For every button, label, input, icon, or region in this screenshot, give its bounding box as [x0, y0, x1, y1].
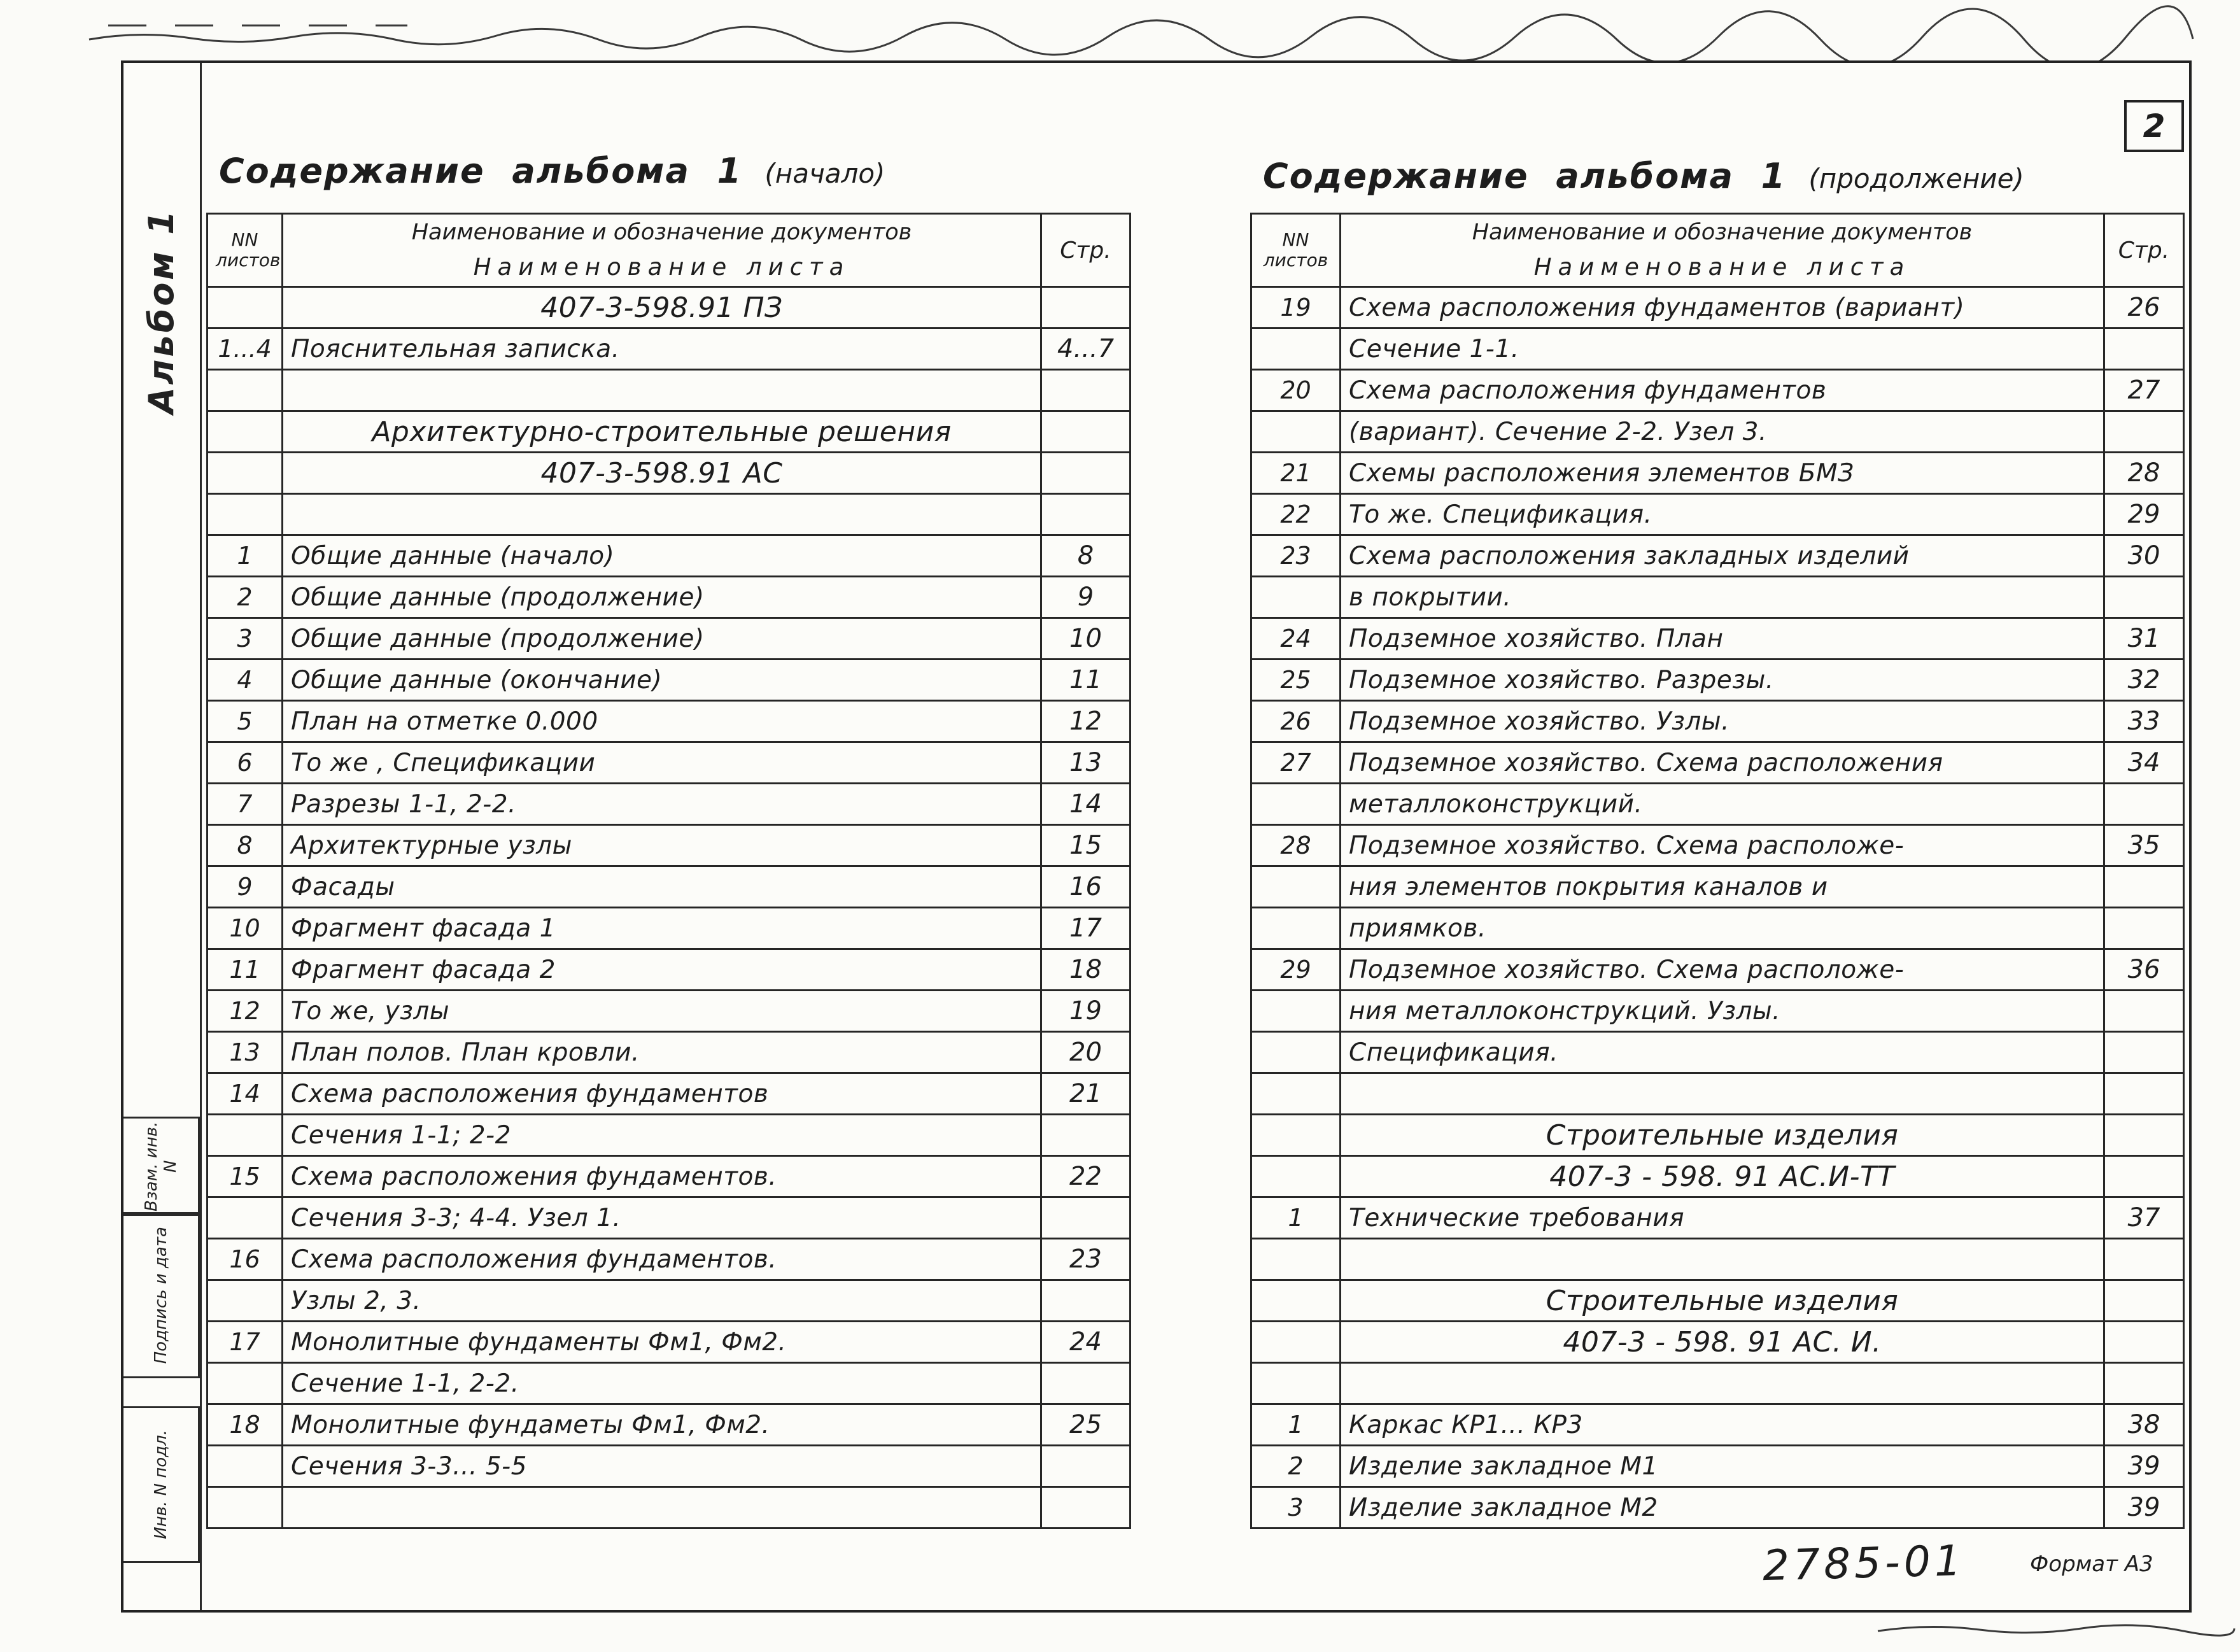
row-title-cell: Разрезы 1-1, 2-2. [283, 784, 1041, 825]
header-line: Наименование листа [473, 253, 850, 281]
row-page-cell [2104, 1073, 2184, 1115]
row-page-cell [1041, 1363, 1131, 1404]
table-row [208, 1032, 1131, 1073]
row-page-cell [2104, 908, 2184, 949]
row-number-cell: 26 [1251, 701, 1341, 742]
row-page-cell: 35 [2104, 825, 2184, 866]
table-row [208, 1487, 1131, 1528]
table-row [208, 411, 1131, 453]
header-line: Наименование листа [1533, 253, 1911, 281]
row-title-cell: Сечения 3-3; 4-4. Узел 1. [283, 1197, 1041, 1239]
table-row [1251, 784, 2184, 825]
header-row [1251, 214, 2184, 287]
table-row [1251, 287, 2184, 328]
row-title-cell: Сечения 3-3... 5-5 [283, 1446, 1041, 1487]
row-number-cell: 2 [1251, 1446, 1341, 1487]
row-number-cell: 27 [1251, 742, 1341, 784]
row-number-cell: 29 [1251, 949, 1341, 991]
row-number-cell [1251, 1115, 1341, 1156]
row-number-cell [1251, 328, 1341, 370]
row-title-cell: То же, узлы [283, 991, 1041, 1032]
row-title-cell: приямков. [1341, 908, 2104, 949]
row-number-cell: 11 [208, 949, 283, 991]
table-row [208, 494, 1131, 535]
col-header-page [1041, 214, 1131, 287]
row-title-cell: Общие данные (продолжение) [283, 618, 1041, 660]
table-row [208, 866, 1131, 908]
row-page-cell [1041, 287, 1131, 328]
col-header-name [1341, 214, 2104, 287]
row-number-cell: 28 [1251, 825, 1341, 866]
table-row [208, 825, 1131, 866]
row-page-cell: 38 [2104, 1404, 2184, 1446]
row-title-cell: Фасады [283, 866, 1041, 908]
row-number-cell [1251, 577, 1341, 618]
table-row [1251, 1239, 2184, 1280]
document-code: 2785-01 [1762, 1536, 1966, 1591]
row-page-cell [2104, 328, 2184, 370]
row-page-cell: 32 [2104, 660, 2184, 701]
row-title-cell: Схема расположения фундаментов. [283, 1239, 1041, 1280]
row-number-cell [1251, 784, 1341, 825]
row-title-cell: Схема расположения закладных изделий [1341, 535, 2104, 577]
row-page-cell: 27 [2104, 370, 2184, 411]
title-text: Содержание альбома 1 [1263, 156, 1787, 196]
table-row [1251, 1363, 2184, 1404]
table-row [1251, 370, 2184, 411]
table-row [208, 701, 1131, 742]
col-header-page [2104, 214, 2184, 287]
row-page-cell: 16 [1041, 866, 1131, 908]
row-page-cell [1041, 1197, 1131, 1239]
table-row [208, 1115, 1131, 1156]
row-number-cell [1251, 1156, 1341, 1197]
row-title-cell: Схема расположения фундаментов [1341, 370, 2104, 411]
table-row [1251, 701, 2184, 742]
row-title-cell: Каркас КР1... КР3 [1341, 1404, 2104, 1446]
table-row [208, 1363, 1131, 1404]
row-number-cell: 13 [208, 1032, 283, 1073]
row-page-cell: 34 [2104, 742, 2184, 784]
row-number-cell: 9 [208, 866, 283, 908]
table-row [208, 453, 1131, 494]
table-row [208, 1322, 1131, 1363]
stamp-box-inv [123, 1406, 200, 1563]
row-title-cell: Архитектурные узлы [283, 825, 1041, 866]
row-title-cell: 407-3-598.91 ПЗ [283, 287, 1041, 328]
row-title-cell: Общие данные (продолжение) [283, 577, 1041, 618]
row-page-cell [2104, 1280, 2184, 1322]
row-page-cell [1041, 453, 1131, 494]
row-number-cell [208, 287, 283, 328]
row-number-cell [1251, 991, 1341, 1032]
table-row [1251, 1280, 2184, 1322]
drawing-frame [121, 60, 2192, 1613]
table-row [1251, 949, 2184, 991]
row-number-cell [208, 453, 283, 494]
table-row [1251, 411, 2184, 453]
row-page-cell: 15 [1041, 825, 1131, 866]
row-title-cell: 407-3 - 598. 91 АС. И. [1341, 1322, 2104, 1363]
row-number-cell: 3 [208, 618, 283, 660]
table-row [208, 618, 1131, 660]
table-row [208, 742, 1131, 784]
row-page-cell: 31 [2104, 618, 2184, 660]
table-row [208, 577, 1131, 618]
row-page-cell [2104, 1322, 2184, 1363]
stamp-box-vzam [123, 1117, 200, 1216]
row-number-cell: 6 [208, 742, 283, 784]
row-page-cell: 30 [2104, 535, 2184, 577]
row-title-cell: Узлы 2, 3. [283, 1280, 1041, 1322]
row-number-cell: 5 [208, 701, 283, 742]
row-title-cell: Технические требования [1341, 1197, 2104, 1239]
row-title-cell: Фрагмент фасада 1 [283, 908, 1041, 949]
table-row [1251, 618, 2184, 660]
table-row [1251, 1404, 2184, 1446]
row-title-cell: Монолитные фундаменты Фм1, Фм2. [283, 1322, 1041, 1363]
row-page-cell: 37 [2104, 1197, 2184, 1239]
drafting-margin [123, 63, 202, 1610]
row-title-cell: Подземное хозяйство. Схема расположе- [1341, 949, 2104, 991]
row-title-cell: в покрытии. [1341, 577, 2104, 618]
table-row [1251, 453, 2184, 494]
table-row [208, 1197, 1131, 1239]
row-page-cell [2104, 991, 2184, 1032]
title-text: Содержание альбома 1 [219, 151, 743, 191]
row-title-cell: ния элементов покрытия каналов и [1341, 866, 2104, 908]
table-row [208, 949, 1131, 991]
row-number-cell [208, 1115, 283, 1156]
table-row [208, 1404, 1131, 1446]
row-page-cell [2104, 1239, 2184, 1280]
header-line: NN [1282, 229, 1309, 250]
header-line: Стр. [1060, 237, 1111, 264]
table-row [208, 1156, 1131, 1197]
row-page-cell [1041, 370, 1131, 411]
row-title-cell: То же , Спецификации [283, 742, 1041, 784]
row-page-cell: 14 [1041, 784, 1131, 825]
row-page-cell [2104, 1363, 2184, 1404]
row-number-cell [1251, 1239, 1341, 1280]
row-title-cell: Схема расположения фундаментов. [283, 1156, 1041, 1197]
row-number-cell [1251, 866, 1341, 908]
row-title-cell: (вариант). Сечение 2-2. Узел 3. [1341, 411, 2104, 453]
table-row [208, 991, 1131, 1032]
row-number-cell: 10 [208, 908, 283, 949]
table-row [1251, 742, 2184, 784]
row-number-cell: 12 [208, 991, 283, 1032]
row-title-cell: То же. Спецификация. [1341, 494, 2104, 535]
col-header-name [283, 214, 1041, 287]
contents-table-left [206, 213, 1131, 1529]
row-number-cell: 1 [1251, 1404, 1341, 1446]
row-title-cell [283, 1487, 1041, 1528]
row-number-cell: 1...4 [208, 328, 283, 370]
row-page-cell: 10 [1041, 618, 1131, 660]
header-line: NN [231, 229, 258, 250]
row-title-cell [1341, 1363, 2104, 1404]
table-row [1251, 991, 2184, 1032]
row-number-cell: 19 [1251, 287, 1341, 328]
row-number-cell [208, 1446, 283, 1487]
row-page-cell: 13 [1041, 742, 1131, 784]
row-page-cell: 25 [1041, 1404, 1131, 1446]
title-suffix: (продолжение) [1808, 163, 2024, 194]
row-number-cell: 21 [1251, 453, 1341, 494]
table-row [208, 908, 1131, 949]
row-title-cell: Строительные изделия [1341, 1115, 2104, 1156]
right-table-title [1263, 156, 2024, 196]
row-page-cell: 39 [2104, 1446, 2184, 1487]
header-line: Наименование и обозначение документов [411, 220, 912, 245]
table-row [208, 287, 1131, 328]
row-title-cell: Изделие закладное М2 [1341, 1487, 2104, 1528]
row-page-cell [1041, 1115, 1131, 1156]
row-title-cell: Фрагмент фасада 2 [283, 949, 1041, 991]
row-number-cell [208, 1487, 283, 1528]
row-title-cell: Схемы расположения элементов БМЗ [1341, 453, 2104, 494]
row-number-cell: 1 [1251, 1197, 1341, 1239]
row-page-cell: 9 [1041, 577, 1131, 618]
row-title-cell: Подземное хозяйство. Схема расположения [1341, 742, 2104, 784]
row-number-cell: 8 [208, 825, 283, 866]
row-number-cell [1251, 1280, 1341, 1322]
row-page-cell: 22 [1041, 1156, 1131, 1197]
row-page-cell [1041, 494, 1131, 535]
table-row [1251, 1156, 2184, 1197]
row-title-cell: Схема расположения фундаментов (вариант) [1341, 287, 2104, 328]
table-row [208, 660, 1131, 701]
row-page-cell: 23 [1041, 1239, 1131, 1280]
header-row [208, 214, 1131, 287]
row-title-cell: металлоконструкций. [1341, 784, 2104, 825]
contents-table-right [1250, 213, 2185, 1529]
album-label: Альбом 1 [141, 208, 181, 414]
row-title-cell: Архитектурно-строительные решения [283, 411, 1041, 453]
row-page-cell [2104, 1032, 2184, 1073]
table-row [1251, 660, 2184, 701]
row-number-cell: 14 [208, 1073, 283, 1115]
sheet-number: 2 [2143, 108, 2166, 145]
row-page-cell: 18 [1041, 949, 1131, 991]
row-number-cell: 2 [208, 577, 283, 618]
row-number-cell: 7 [208, 784, 283, 825]
row-title-cell: Подземное хозяйство. Узлы. [1341, 701, 2104, 742]
row-page-cell [1041, 411, 1131, 453]
title-suffix: (начало) [764, 158, 885, 189]
header-line: листов [1263, 250, 1328, 271]
row-title-cell: Сечения 1-1; 2-2 [283, 1115, 1041, 1156]
row-page-cell [2104, 784, 2184, 825]
row-title-cell: 407-3 - 598. 91 АС.И-ТТ [1341, 1156, 2104, 1197]
stamp-label: Подпись и дата [151, 1226, 171, 1364]
row-number-cell: 18 [208, 1404, 283, 1446]
row-title-cell: Изделие закладное М1 [1341, 1446, 2104, 1487]
stamp-label: Инв. N подл. [151, 1430, 171, 1539]
row-number-cell: 4 [208, 660, 283, 701]
row-number-cell [208, 1363, 283, 1404]
row-number-cell: 22 [1251, 494, 1341, 535]
row-number-cell [208, 1280, 283, 1322]
table-row [1251, 1322, 2184, 1363]
row-page-cell [1041, 1446, 1131, 1487]
row-title-cell [283, 494, 1041, 535]
row-number-cell: 16 [208, 1239, 283, 1280]
row-page-cell [2104, 866, 2184, 908]
row-number-cell: 24 [1251, 618, 1341, 660]
table-row [208, 328, 1131, 370]
row-title-cell [283, 370, 1041, 411]
row-title-cell: Общие данные (начало) [283, 535, 1041, 577]
row-title-cell: Подземное хозяйство. План [1341, 618, 2104, 660]
table-row [1251, 1032, 2184, 1073]
row-page-cell: 29 [2104, 494, 2184, 535]
row-number-cell: 25 [1251, 660, 1341, 701]
col-header-nn [1251, 214, 1341, 287]
sheet-number-box [2124, 100, 2184, 152]
row-title-cell: Спецификация. [1341, 1032, 2104, 1073]
table-row [1251, 577, 2184, 618]
row-title-cell: План на отметке 0.000 [283, 701, 1041, 742]
table-row [1251, 1487, 2184, 1528]
row-page-cell: 24 [1041, 1322, 1131, 1363]
table-row [1251, 1073, 2184, 1115]
row-number-cell: 23 [1251, 535, 1341, 577]
header-line: Стр. [2118, 237, 2170, 264]
row-title-cell: План полов. План кровли. [283, 1032, 1041, 1073]
table-row [208, 1280, 1131, 1322]
row-title-cell [1341, 1239, 2104, 1280]
table-row [208, 1073, 1131, 1115]
table-row [1251, 494, 2184, 535]
row-page-cell: 17 [1041, 908, 1131, 949]
row-number-cell: 20 [1251, 370, 1341, 411]
row-number-cell: 1 [208, 535, 283, 577]
stamp-box-podpis [123, 1212, 200, 1378]
left-table-title [219, 151, 885, 191]
table-row [1251, 328, 2184, 370]
table-row [1251, 1446, 2184, 1487]
row-title-cell: Строительные изделия [1341, 1280, 2104, 1322]
row-title-cell: Общие данные (окончание) [283, 660, 1041, 701]
row-page-cell [2104, 411, 2184, 453]
row-title-cell: Сечение 1-1, 2-2. [283, 1363, 1041, 1404]
row-number-cell [1251, 908, 1341, 949]
row-number-cell [1251, 1073, 1341, 1115]
row-page-cell [2104, 577, 2184, 618]
table-row [208, 370, 1131, 411]
row-page-cell [2104, 1115, 2184, 1156]
table-row [208, 535, 1131, 577]
row-page-cell: 28 [2104, 453, 2184, 494]
row-title-cell: 407-3-598.91 АС [283, 453, 1041, 494]
row-page-cell: 33 [2104, 701, 2184, 742]
row-number-cell [1251, 1032, 1341, 1073]
row-number-cell [208, 411, 283, 453]
table-row [208, 1239, 1131, 1280]
table-row [1251, 1197, 2184, 1239]
row-number-cell [208, 1197, 283, 1239]
table-row [1251, 1115, 2184, 1156]
header-line: листов [216, 250, 281, 271]
row-page-cell: 20 [1041, 1032, 1131, 1073]
row-title-cell: Подземное хозяйство. Разрезы. [1341, 660, 2104, 701]
row-page-cell: 21 [1041, 1073, 1131, 1115]
format-label: Формат А3 [2030, 1551, 2153, 1577]
row-title-cell: Монолитные фундаметы Фм1, Фм2. [283, 1404, 1041, 1446]
row-title-cell: Схема расположения фундаментов [283, 1073, 1041, 1115]
header-line: Наименование и обозначение документов [1472, 220, 1973, 245]
row-number-cell: 15 [208, 1156, 283, 1197]
row-number-cell [1251, 1363, 1341, 1404]
row-page-cell: 39 [2104, 1487, 2184, 1528]
row-page-cell: 4...7 [1041, 328, 1131, 370]
row-number-cell: 17 [208, 1322, 283, 1363]
table-row [1251, 908, 2184, 949]
row-page-cell: 26 [2104, 287, 2184, 328]
row-page-cell [1041, 1280, 1131, 1322]
row-page-cell [1041, 1487, 1131, 1528]
table-row [1251, 825, 2184, 866]
row-page-cell: 36 [2104, 949, 2184, 991]
row-page-cell: 11 [1041, 660, 1131, 701]
row-number-cell [1251, 1322, 1341, 1363]
row-title-cell [1341, 1073, 2104, 1115]
col-header-nn [208, 214, 283, 287]
table-row [1251, 535, 2184, 577]
row-page-cell: 8 [1041, 535, 1131, 577]
table-row [208, 784, 1131, 825]
row-title-cell: Подземное хозяйство. Схема расположе- [1341, 825, 2104, 866]
row-number-cell: 3 [1251, 1487, 1341, 1528]
table-row [208, 1446, 1131, 1487]
row-page-cell [2104, 1156, 2184, 1197]
table-row [1251, 866, 2184, 908]
row-number-cell [1251, 411, 1341, 453]
row-number-cell [208, 370, 283, 411]
row-title-cell: Сечение 1-1. [1341, 328, 2104, 370]
row-page-cell: 19 [1041, 991, 1131, 1032]
row-title-cell: Пояснительная записка. [283, 328, 1041, 370]
row-title-cell: ния металлоконструкций. Узлы. [1341, 991, 2104, 1032]
stamp-label: Взам. инв. N [141, 1121, 180, 1211]
row-number-cell [208, 494, 283, 535]
row-page-cell: 12 [1041, 701, 1131, 742]
